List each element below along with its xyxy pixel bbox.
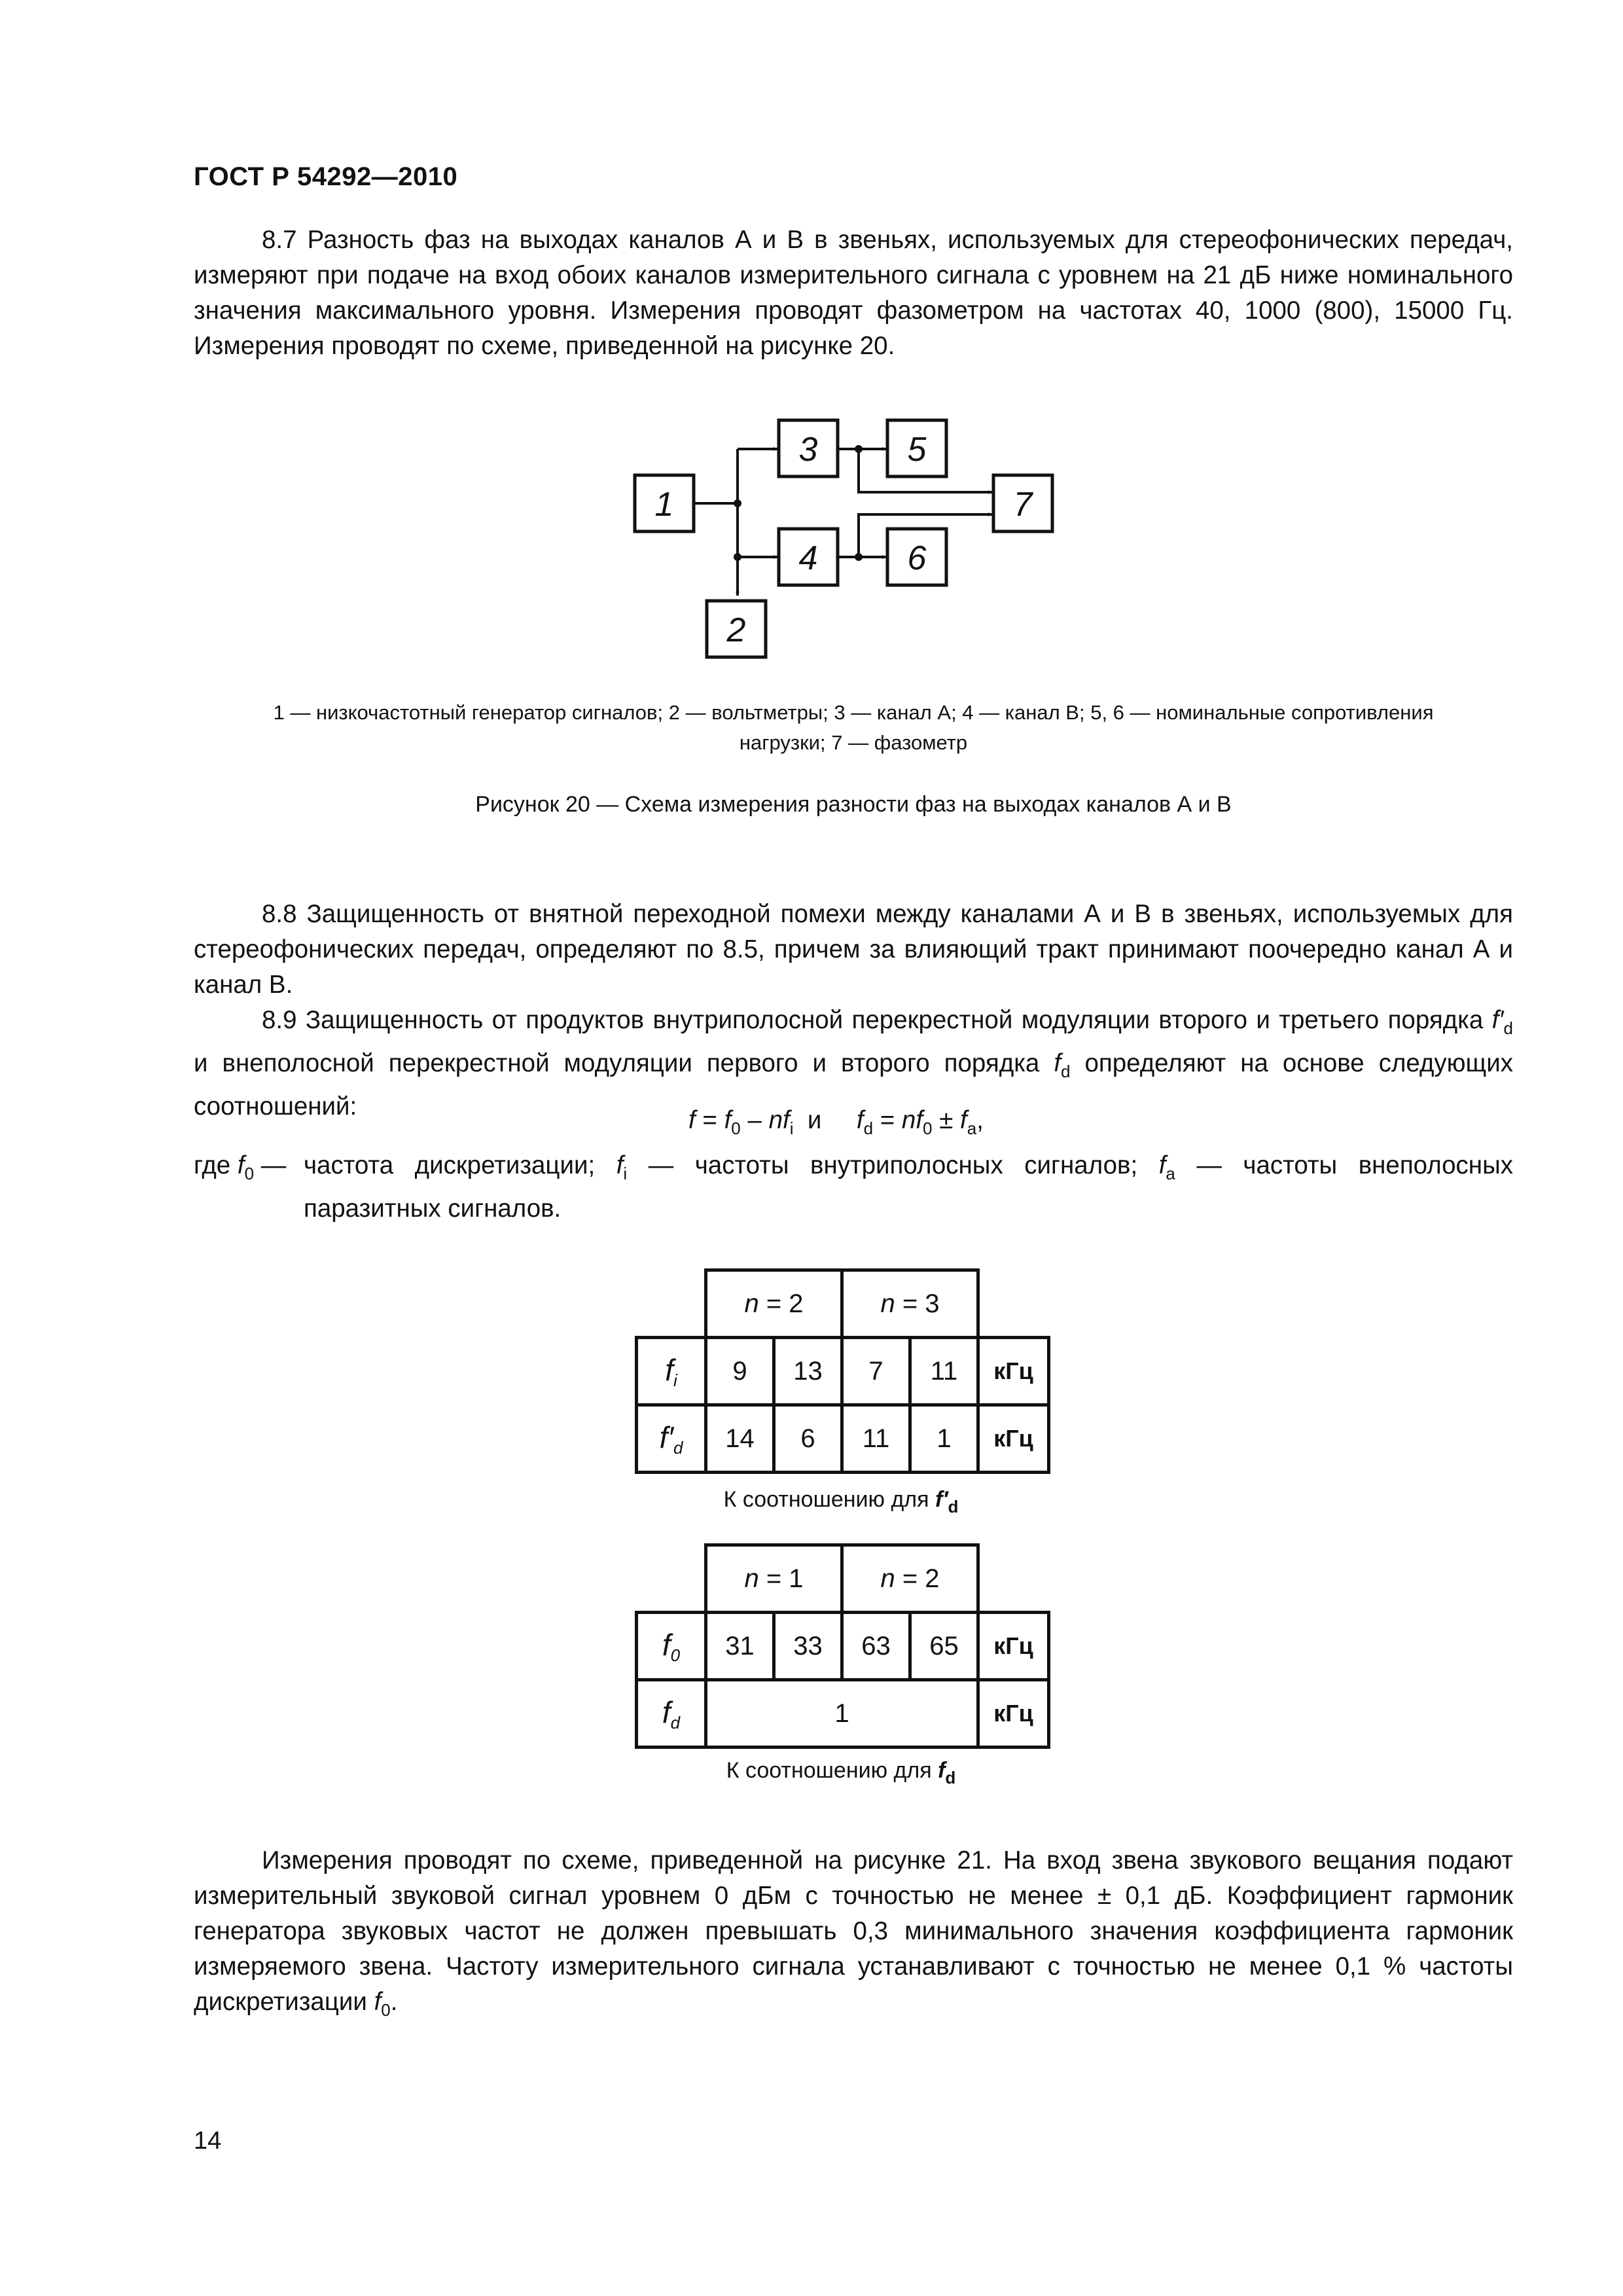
table2-header-n2: n = 2	[842, 1545, 978, 1613]
table-cell: 7	[842, 1338, 910, 1405]
diagram-label-7: 7	[1013, 486, 1033, 524]
diagram-label-2: 2	[726, 611, 746, 649]
table2-row-symbol: $f_d$	[637, 1680, 706, 1748]
table-cell: 11	[842, 1405, 910, 1473]
paragraph-8-9: 8.9 Защищенность от продуктов внутриполосной перекрестной модуляции второго и третьего порядка $f'_d$ и внеполосной перекрестной модуляции первого и второго порядка $f_d$ определяют на основе следующих соотношений:	[194, 1006, 1513, 1121]
table-cell: 31	[706, 1613, 774, 1680]
table-cell: 6	[774, 1405, 842, 1473]
table2-caption: К соотношению для $f_d$	[726, 1758, 956, 1787]
diagram-label-4: 4	[798, 539, 818, 577]
diagram-label-1: 1	[654, 486, 674, 524]
table1-header-n3: n = 3	[842, 1270, 978, 1338]
page-number: 14	[194, 2127, 222, 2155]
paragraph-8-8: 8.8 Защищенность от внятной переходной помехи между каналами А и В в звеньях, используемых для стереофонических передач, определяют по 8.5, причем за влияющий тракт принимают поочередно канал А и канал В.	[194, 900, 1513, 999]
table-cell: 9	[706, 1338, 774, 1405]
table-row	[637, 1338, 1049, 1405]
table-cell: 11	[910, 1338, 978, 1405]
table1-row-symbol: $f'_d$	[637, 1405, 706, 1473]
paragraph-measurements: Измерения проводят по схеме, приведенной на рисунке 21. На вход звена звукового вещания подают измерительный звуковой сигнал уровнем 0 дБм с точностью не менее ± 0,1 дБ. Коэффициент гармоник генератора звуковых частот не должен превышать 0,3 минимального значения коэффициента гармоник измеряемого звена. Частоту измерительного сигнала устанавливают с точностью не менее 0,1 % частоты дискретизации $f_0$.	[194, 1846, 1513, 2020]
table-fd-prime	[635, 1268, 1050, 1474]
diagram-label-5: 5	[907, 431, 927, 469]
formula: $f = f_0 - nf_i$ и $f_d = nf_0 \pm f_a$,	[688, 1106, 984, 1138]
table-row	[637, 1405, 1049, 1473]
table-row	[637, 1613, 1049, 1680]
table-unit: кГц	[978, 1680, 1049, 1748]
diagram-label-6: 6	[907, 539, 927, 577]
table1-header-n2: n = 2	[706, 1270, 842, 1338]
table1-row-symbol: $f_i$	[637, 1338, 706, 1405]
table-cell: 14	[706, 1405, 774, 1473]
table2-row-symbol: $f_0$	[637, 1613, 706, 1680]
figure-legend	[194, 698, 1513, 758]
formula-legend-label: где $f_0$ —	[194, 1151, 287, 1183]
diagram-label-3: 3	[798, 431, 818, 469]
table1-caption: К соотношению для $f'_d$	[723, 1487, 959, 1516]
table-cell: 33	[774, 1613, 842, 1680]
paragraph-8-7: 8.7 Разность фаз на выходах каналов А и В в звеньях, используемых для стереофонических передач, измеряют при подаче на вход обоих каналов измерительного сигнала с уровнем на 21 дБ ниже номинального значения максимального уровня. Измерения проводят фазометром на частотах 40, 1000 (800), 15000 Гц. Измерения проводят по схеме, приведенной на рисунке 20.	[194, 226, 1513, 360]
figure-legend-line-1: 1 — низкочастотный генератор сигналов; 2 — вольтметры; 3 — канал А; 4 — канал В; 5, 6 — номинальные сопротивления	[273, 701, 1434, 724]
table-unit: кГц	[978, 1338, 1049, 1405]
document-header: ГОСТ Р 54292—2010	[194, 162, 458, 191]
table-cell: 13	[774, 1338, 842, 1405]
table-unit: кГц	[978, 1613, 1049, 1680]
figure-title: Рисунок 20 — Схема измерения разности фаз на выходах каналов А и В	[475, 792, 1232, 817]
table-row	[637, 1680, 1049, 1748]
table-cell: 65	[910, 1613, 978, 1680]
formula-legend: где $f_0$ — частота дискретизации; $f_i$ — частоты внутриполосных сигналов; $f_a$ — частоты внеполосных паразитных сигналов.	[194, 1148, 1513, 1227]
table-cell: 1	[910, 1405, 978, 1473]
table-cell-merged: 1	[706, 1680, 978, 1748]
figure-20-diagram	[0, 0, 1623, 694]
table-cell: 63	[842, 1613, 910, 1680]
table-fd	[635, 1543, 1050, 1749]
table2-header-n1: n = 1	[706, 1545, 842, 1613]
figure-legend-line-2: нагрузки; 7 — фазометр	[739, 731, 968, 754]
table-unit: кГц	[978, 1405, 1049, 1473]
formula-legend-continuation: паразитных сигналов.	[304, 1194, 562, 1223]
